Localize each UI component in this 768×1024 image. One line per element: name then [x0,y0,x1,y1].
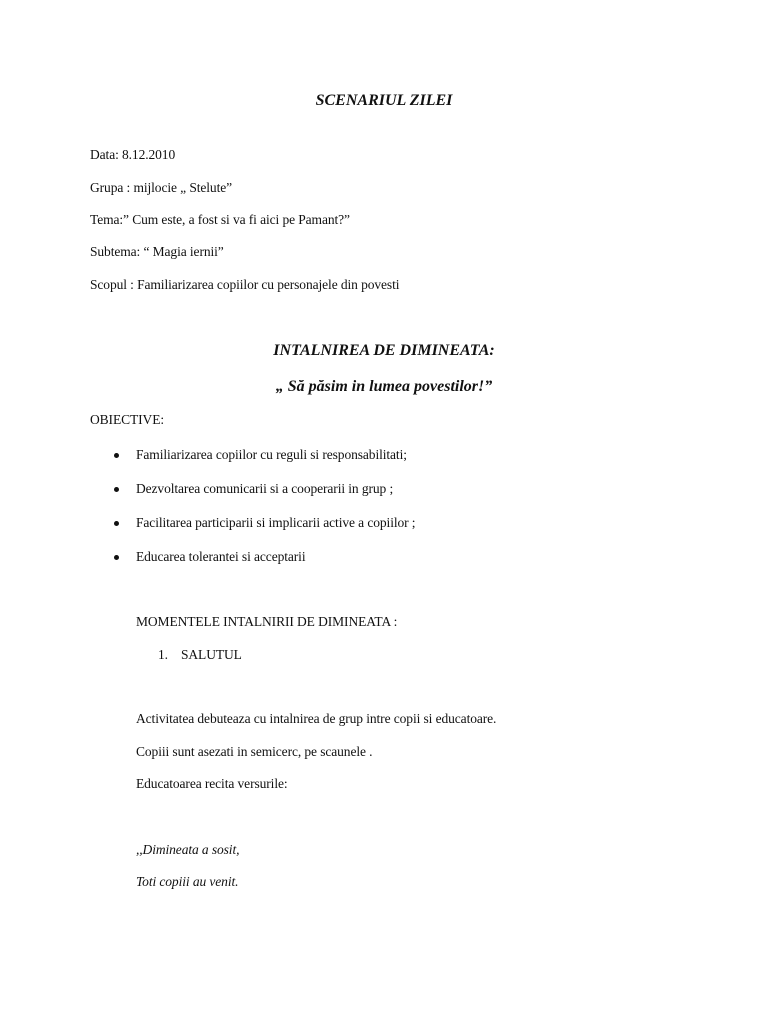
objective-item: Educarea tolerantei si acceptarii [136,549,306,564]
paragraph-line: Educatoarea recita versurile: [136,776,288,791]
bullet-icon [114,521,119,526]
section-heading: INTALNIREA DE DIMINEATA: [273,342,495,359]
info-theme: Tema:” Cum este, a fost si va fi aici pe Pamant?” [90,212,350,227]
verse-line: Toti copiii au venit. [136,874,239,889]
info-date: Data: 8.12.2010 [90,147,176,162]
paragraph-line: Copiii sunt asezati in semicerc, pe scaunele . [136,744,373,759]
objective-item: Dezvoltarea comunicarii si a cooperarii in grup ; [136,481,394,496]
objective-item: Familiarizarea copiilor cu reguli si responsabilitati; [136,447,407,462]
moment-title: SALUTUL [181,647,242,662]
paragraph-line: Activitatea debuteaza cu intalnirea de grup intre copii si educatoare. [136,711,497,726]
moments-label: MOMENTELE INTALNIRII DE DIMINEATA : [136,614,398,629]
section-motto: „ Să păsim in lumea povestilor!” [275,378,493,395]
document-title: SCENARIUL ZILEI [315,92,453,109]
moment-number: 1. [158,647,168,662]
info-subtheme: Subtema: “ Magia iernii” [90,244,224,259]
bullet-icon [114,555,119,560]
info-purpose: Scopul : Familiarizarea copiilor cu personajele din povesti [90,277,400,292]
verse-line: ,,Dimineata a sosit, [136,842,240,857]
objectives-label: OBIECTIVE: [90,412,164,427]
objective-item: Facilitarea participarii si implicarii active a copiilor ; [136,515,416,530]
bullet-icon [114,453,119,458]
info-group: Grupa : mijlocie „ Stelute” [90,180,233,195]
bullet-icon [114,487,119,492]
